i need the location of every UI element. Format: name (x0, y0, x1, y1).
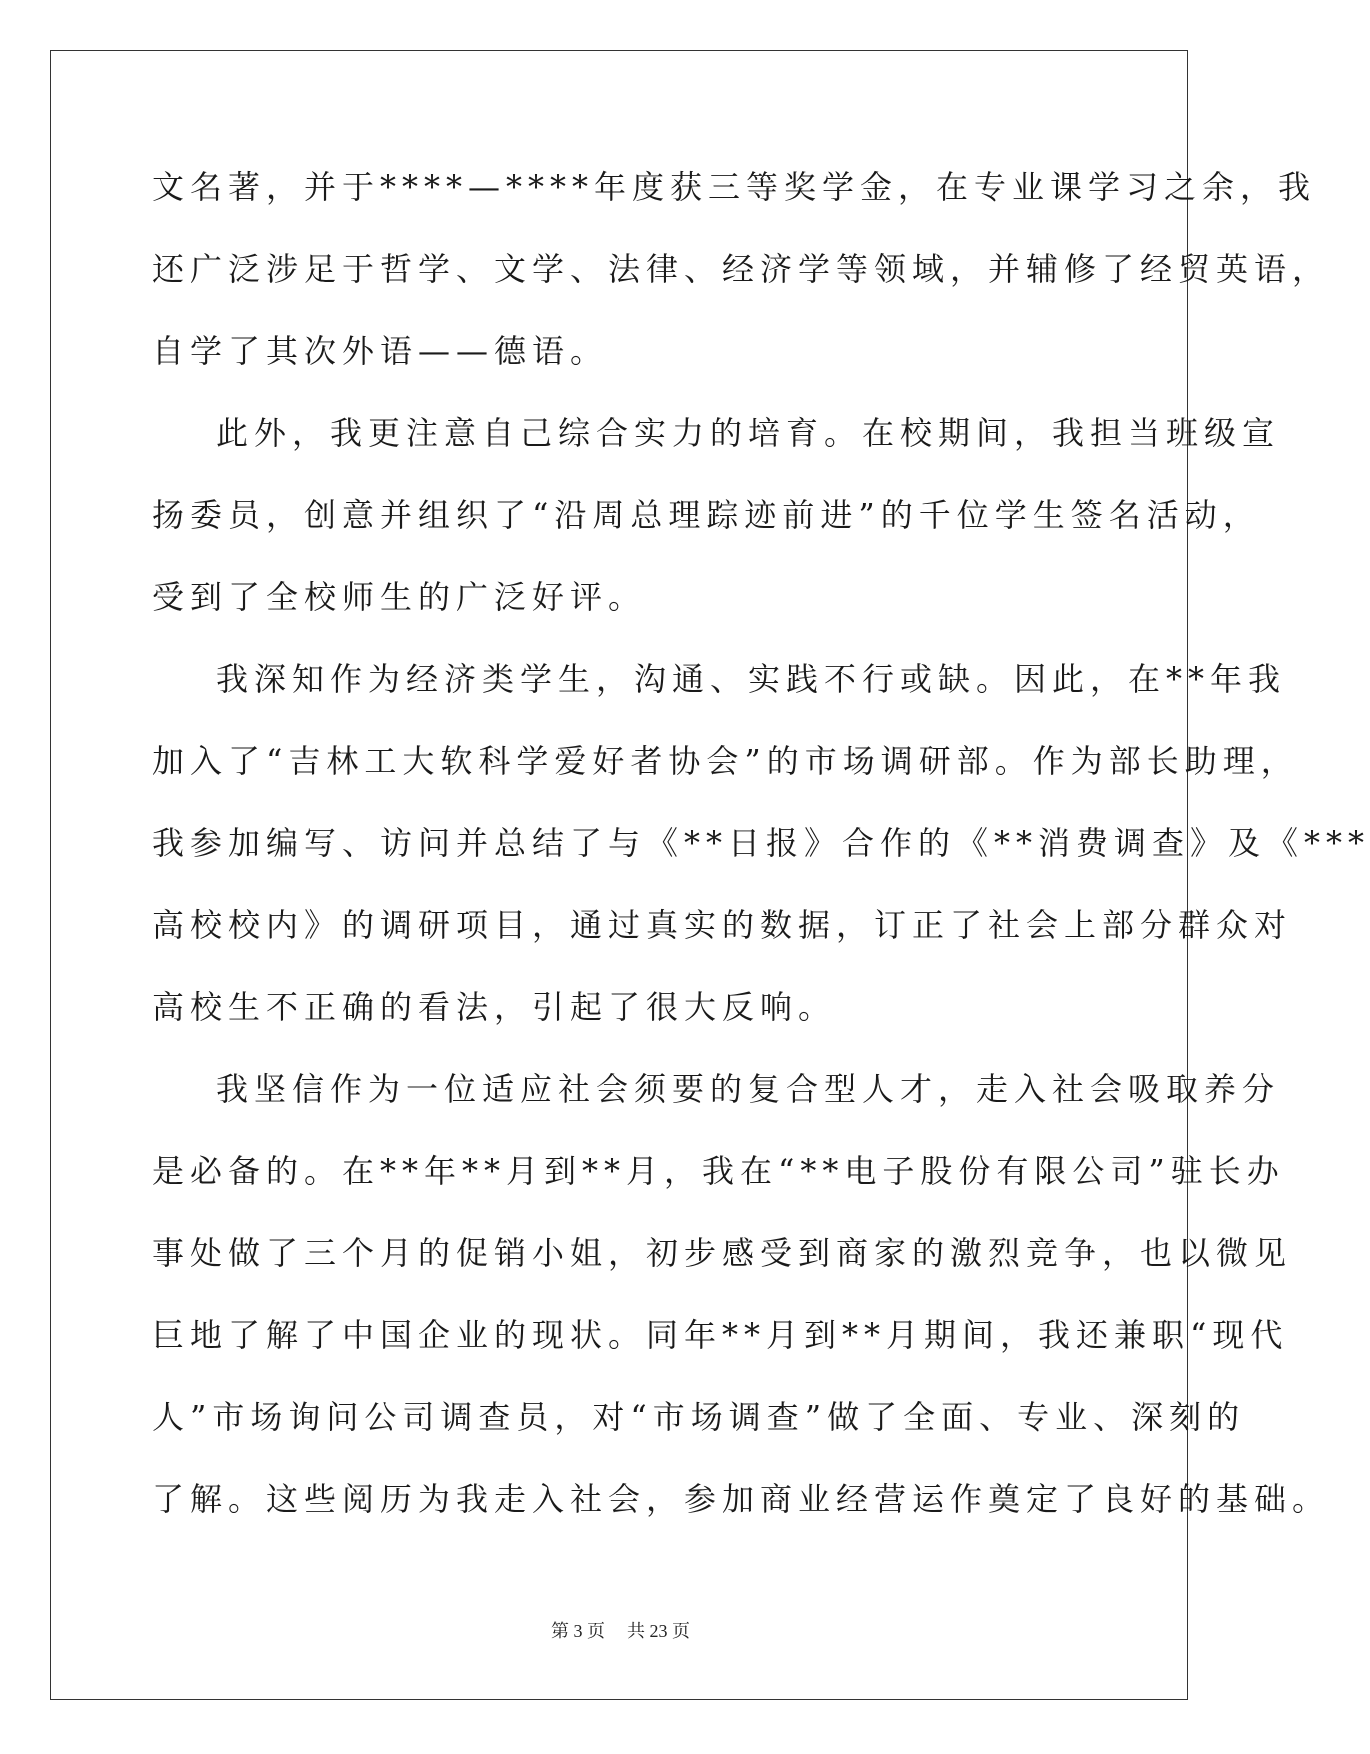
page-number: 第 3 页 (551, 1621, 605, 1641)
document-body (152, 164, 1370, 1558)
page-total: 共 23 页 (627, 1621, 690, 1641)
text-line: 人”市场询问公司调查员，对“市场调查”做了全面、专业、深刻的 (152, 1398, 1246, 1436)
text-line: 了解。这些阅历为我走入社会，参加商业经营运作奠定了良好的基础。 (152, 1480, 1331, 1518)
paragraph-first-line: 此外，我更注意自己综合实力的培育。在校期间，我担当班级宣 (216, 414, 1281, 452)
text-line: 巨地了解了中国企业的现状。同年**月到**月期间，我还兼职“现代 (152, 1316, 1289, 1354)
page-footer (0, 1617, 1241, 1643)
paragraph-first-line: 我深知作为经济类学生，沟通、实践不行或缺。因此，在**年我 (216, 660, 1287, 698)
text-line: 高校校内》的调研项目，通过真实的数据，订正了社会上部分群众对 (152, 906, 1293, 944)
text-line: 是必备的。在**年**月到**月，我在“**电子股份有限公司”驻长办 (152, 1152, 1285, 1190)
text-line: 我参加编写、访问并总结了与《**日报》合作的《**消费调查》及《*** (152, 824, 1370, 862)
text-line: 还广泛涉足于哲学、文学、法律、经济学等领域，并辅修了经贸英语， (152, 250, 1331, 288)
paragraph-first-line: 我坚信作为一位适应社会须要的复合型人才，走入社会吸取养分 (216, 1070, 1281, 1108)
text-line: 高校生不正确的看法，引起了很大反响。 (152, 988, 837, 1026)
text-line: 加入了“吉林工大软科学爱好者协会”的市场调研部。作为部长助理， (152, 742, 1299, 780)
text-line: 文名著，并于****—****年度获三等奖学金，在专业课学习之余，我 (152, 168, 1317, 206)
text-line: 受到了全校师生的广泛好评。 (152, 578, 647, 616)
text-line: 扬委员，创意并组织了“沿周总理踪迹前进”的千位学生签名活动， (152, 496, 1261, 534)
text-line: 事处做了三个月的促销小姐，初步感受到商家的激烈竞争，也以微见 (152, 1234, 1293, 1272)
text-line: 自学了其次外语——德语。 (152, 332, 609, 370)
